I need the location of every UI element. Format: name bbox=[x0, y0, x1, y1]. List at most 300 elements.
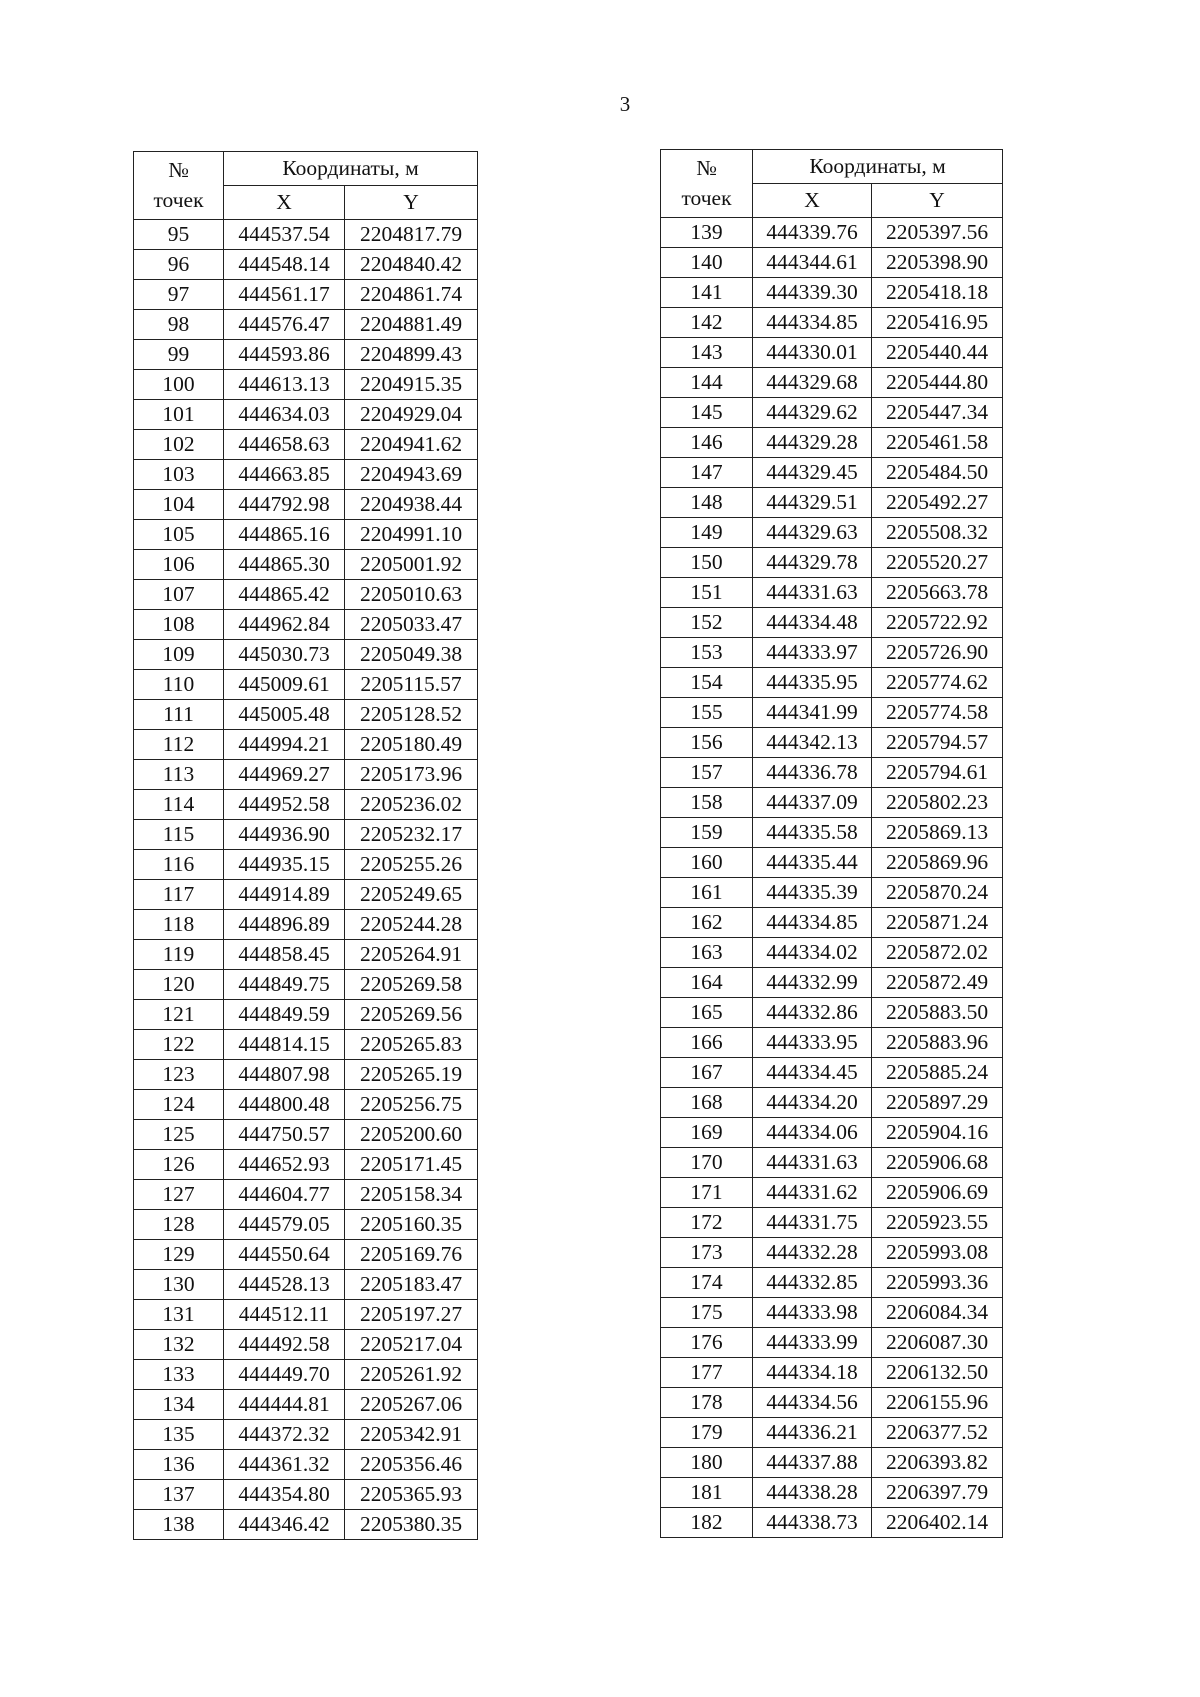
y-coordinate-cell: 2204881.49 bbox=[345, 310, 478, 340]
table-row bbox=[661, 788, 1003, 818]
y-coordinate-cell: 2205171.45 bbox=[345, 1150, 478, 1180]
point-number-cell: 168 bbox=[661, 1088, 753, 1118]
x-coordinate-cell: 444750.57 bbox=[224, 1120, 345, 1150]
table-row bbox=[661, 398, 1003, 428]
point-number-cell: 131 bbox=[134, 1300, 224, 1330]
x-coordinate-cell: 444634.03 bbox=[224, 400, 345, 430]
table-row bbox=[661, 758, 1003, 788]
table-row bbox=[134, 1360, 478, 1390]
x-coordinate-cell: 444334.85 bbox=[753, 308, 872, 338]
x-coordinate-cell: 444332.99 bbox=[753, 968, 872, 998]
y-coordinate-cell: 2204899.43 bbox=[345, 340, 478, 370]
table-row bbox=[661, 1148, 1003, 1178]
x-coordinate-cell: 444346.42 bbox=[224, 1510, 345, 1540]
x-coordinate-cell: 444865.16 bbox=[224, 520, 345, 550]
y-coordinate-cell: 2205398.90 bbox=[872, 248, 1003, 278]
point-number-cell: 106 bbox=[134, 550, 224, 580]
y-coordinate-cell: 2205244.28 bbox=[345, 910, 478, 940]
point-number-header bbox=[134, 152, 224, 220]
x-header: X bbox=[753, 184, 872, 218]
point-number-cell: 128 bbox=[134, 1210, 224, 1240]
y-coordinate-cell: 2204915.35 bbox=[345, 370, 478, 400]
point-number-cell: 133 bbox=[134, 1360, 224, 1390]
y-coordinate-cell: 2205663.78 bbox=[872, 578, 1003, 608]
point-number-header bbox=[661, 150, 753, 218]
coordinates-header: Координаты, м bbox=[224, 152, 478, 186]
table-row bbox=[134, 1210, 478, 1240]
y-coordinate-cell: 2205993.36 bbox=[872, 1268, 1003, 1298]
y-coordinate-cell: 2205173.96 bbox=[345, 760, 478, 790]
y-coordinate-cell: 2205180.49 bbox=[345, 730, 478, 760]
y-coordinate-cell: 2205169.76 bbox=[345, 1240, 478, 1270]
x-coordinate-cell: 444658.63 bbox=[224, 430, 345, 460]
y-coordinate-cell: 2204941.62 bbox=[345, 430, 478, 460]
x-coordinate-cell: 444334.45 bbox=[753, 1058, 872, 1088]
point-number-cell: 140 bbox=[661, 248, 753, 278]
point-number-cell: 167 bbox=[661, 1058, 753, 1088]
y-coordinate-cell: 2206084.34 bbox=[872, 1298, 1003, 1328]
x-coordinate-cell: 444865.42 bbox=[224, 580, 345, 610]
y-coordinate-cell: 2205049.38 bbox=[345, 640, 478, 670]
point-number-cell: 177 bbox=[661, 1358, 753, 1388]
table-row bbox=[661, 1358, 1003, 1388]
table-row bbox=[661, 1448, 1003, 1478]
point-number-cell: 178 bbox=[661, 1388, 753, 1418]
y-coordinate-cell: 2205802.23 bbox=[872, 788, 1003, 818]
point-number-cell: 95 bbox=[134, 220, 224, 250]
table-row bbox=[134, 1180, 478, 1210]
x-coordinate-cell: 444333.97 bbox=[753, 638, 872, 668]
table-row bbox=[661, 458, 1003, 488]
point-number-cell: 154 bbox=[661, 668, 753, 698]
point-number-cell: 139 bbox=[661, 218, 753, 248]
point-number-cell: 111 bbox=[134, 700, 224, 730]
x-coordinate-cell: 444334.18 bbox=[753, 1358, 872, 1388]
x-coordinate-cell: 444994.21 bbox=[224, 730, 345, 760]
x-coordinate-cell: 444331.75 bbox=[753, 1208, 872, 1238]
x-coordinate-cell: 444330.01 bbox=[753, 338, 872, 368]
y-coordinate-cell: 2205261.92 bbox=[345, 1360, 478, 1390]
point-number-cell: 173 bbox=[661, 1238, 753, 1268]
x-coordinate-cell: 444952.58 bbox=[224, 790, 345, 820]
point-number-cell: 101 bbox=[134, 400, 224, 430]
x-coordinate-cell: 445030.73 bbox=[224, 640, 345, 670]
y-coordinate-cell: 2205440.44 bbox=[872, 338, 1003, 368]
y-coordinate-cell: 2205726.90 bbox=[872, 638, 1003, 668]
y-coordinate-cell: 2205484.50 bbox=[872, 458, 1003, 488]
y-coordinate-cell: 2206132.50 bbox=[872, 1358, 1003, 1388]
point-number-cell: 102 bbox=[134, 430, 224, 460]
y-coordinate-cell: 2206397.79 bbox=[872, 1478, 1003, 1508]
y-coordinate-cell: 2205794.61 bbox=[872, 758, 1003, 788]
y-coordinate-cell: 2205232.17 bbox=[345, 820, 478, 850]
point-number-cell: 150 bbox=[661, 548, 753, 578]
table-row bbox=[661, 1238, 1003, 1268]
x-coordinate-cell: 444914.89 bbox=[224, 880, 345, 910]
point-number-cell: 130 bbox=[134, 1270, 224, 1300]
point-number-cell: 96 bbox=[134, 250, 224, 280]
x-coordinate-cell: 444807.98 bbox=[224, 1060, 345, 1090]
x-coordinate-cell: 444335.95 bbox=[753, 668, 872, 698]
y-header: Y bbox=[872, 184, 1003, 218]
point-number-cell: 175 bbox=[661, 1298, 753, 1328]
x-coordinate-cell: 444334.02 bbox=[753, 938, 872, 968]
point-number-cell: 138 bbox=[134, 1510, 224, 1540]
table-body-left bbox=[134, 220, 478, 1540]
table-row bbox=[661, 1478, 1003, 1508]
y-coordinate-cell: 2205183.47 bbox=[345, 1270, 478, 1300]
point-number-cell: 174 bbox=[661, 1268, 753, 1298]
x-coordinate-cell: 445005.48 bbox=[224, 700, 345, 730]
table-row bbox=[134, 580, 478, 610]
table-row bbox=[134, 460, 478, 490]
page-number: 3 bbox=[619, 92, 631, 116]
point-number-cell: 145 bbox=[661, 398, 753, 428]
y-header: Y bbox=[345, 186, 478, 220]
point-number-cell: 162 bbox=[661, 908, 753, 938]
x-coordinate-cell: 444865.30 bbox=[224, 550, 345, 580]
point-number-cell: 118 bbox=[134, 910, 224, 940]
point-number-cell: 117 bbox=[134, 880, 224, 910]
table-row bbox=[661, 698, 1003, 728]
y-coordinate-cell: 2205010.63 bbox=[345, 580, 478, 610]
table-row bbox=[661, 518, 1003, 548]
point-number-cell: 115 bbox=[134, 820, 224, 850]
table-row bbox=[134, 550, 478, 580]
table-row bbox=[134, 1300, 478, 1330]
y-coordinate-cell: 2205906.68 bbox=[872, 1148, 1003, 1178]
table-row bbox=[134, 280, 478, 310]
x-coordinate-cell: 444334.20 bbox=[753, 1088, 872, 1118]
point-number-cell: 114 bbox=[134, 790, 224, 820]
point-number-cell: 147 bbox=[661, 458, 753, 488]
x-coordinate-cell: 444550.64 bbox=[224, 1240, 345, 1270]
y-coordinate-cell: 2205508.32 bbox=[872, 518, 1003, 548]
x-coordinate-cell: 444329.28 bbox=[753, 428, 872, 458]
point-number-cell: 143 bbox=[661, 338, 753, 368]
y-coordinate-cell: 2205115.57 bbox=[345, 670, 478, 700]
y-coordinate-cell: 2205256.75 bbox=[345, 1090, 478, 1120]
point-number-cell: 180 bbox=[661, 1448, 753, 1478]
x-coordinate-cell: 444332.85 bbox=[753, 1268, 872, 1298]
table-row bbox=[661, 1058, 1003, 1088]
y-coordinate-cell: 2205356.46 bbox=[345, 1450, 478, 1480]
y-coordinate-cell: 2205872.02 bbox=[872, 938, 1003, 968]
point-number-cell: 159 bbox=[661, 818, 753, 848]
y-coordinate-cell: 2206087.30 bbox=[872, 1328, 1003, 1358]
y-coordinate-cell: 2205461.58 bbox=[872, 428, 1003, 458]
x-coordinate-cell: 444339.76 bbox=[753, 218, 872, 248]
x-coordinate-cell: 444329.63 bbox=[753, 518, 872, 548]
x-coordinate-cell: 444576.47 bbox=[224, 310, 345, 340]
table-row bbox=[134, 610, 478, 640]
point-number-cell: 165 bbox=[661, 998, 753, 1028]
point-number-cell: 97 bbox=[134, 280, 224, 310]
x-coordinate-cell: 444338.28 bbox=[753, 1478, 872, 1508]
x-coordinate-cell: 444528.13 bbox=[224, 1270, 345, 1300]
table-row bbox=[134, 250, 478, 280]
x-coordinate-cell: 444537.54 bbox=[224, 220, 345, 250]
y-coordinate-cell: 2206155.96 bbox=[872, 1388, 1003, 1418]
table-row bbox=[661, 1298, 1003, 1328]
points-label: точек bbox=[681, 185, 732, 210]
table-row bbox=[661, 308, 1003, 338]
point-number-cell: 149 bbox=[661, 518, 753, 548]
table-row bbox=[661, 668, 1003, 698]
table-row bbox=[661, 1208, 1003, 1238]
y-coordinate-cell: 2205871.24 bbox=[872, 908, 1003, 938]
x-coordinate-cell: 444329.45 bbox=[753, 458, 872, 488]
table-row bbox=[661, 878, 1003, 908]
y-coordinate-cell: 2205197.27 bbox=[345, 1300, 478, 1330]
x-coordinate-cell: 444512.11 bbox=[224, 1300, 345, 1330]
table-row bbox=[661, 428, 1003, 458]
x-coordinate-cell: 444593.86 bbox=[224, 340, 345, 370]
table-row bbox=[661, 578, 1003, 608]
table-row bbox=[661, 278, 1003, 308]
point-number-cell: 137 bbox=[134, 1480, 224, 1510]
point-number-cell: 153 bbox=[661, 638, 753, 668]
table-row bbox=[134, 1120, 478, 1150]
x-coordinate-cell: 444334.06 bbox=[753, 1118, 872, 1148]
table-row bbox=[134, 880, 478, 910]
point-number-cell: 170 bbox=[661, 1148, 753, 1178]
table-row bbox=[134, 700, 478, 730]
point-number-cell: 157 bbox=[661, 758, 753, 788]
y-coordinate-cell: 2205904.16 bbox=[872, 1118, 1003, 1148]
table-row bbox=[661, 968, 1003, 998]
x-coordinate-cell: 444329.78 bbox=[753, 548, 872, 578]
y-coordinate-cell: 2205923.55 bbox=[872, 1208, 1003, 1238]
point-number-cell: 152 bbox=[661, 608, 753, 638]
table-row bbox=[134, 760, 478, 790]
table-row bbox=[661, 1268, 1003, 1298]
point-number-cell: 136 bbox=[134, 1450, 224, 1480]
point-number-cell: 112 bbox=[134, 730, 224, 760]
x-coordinate-cell: 444336.21 bbox=[753, 1418, 872, 1448]
point-number-cell: 107 bbox=[134, 580, 224, 610]
y-coordinate-cell: 2205158.34 bbox=[345, 1180, 478, 1210]
y-coordinate-cell: 2205380.35 bbox=[345, 1510, 478, 1540]
y-coordinate-cell: 2205269.58 bbox=[345, 970, 478, 1000]
x-coordinate-cell: 444334.56 bbox=[753, 1388, 872, 1418]
x-coordinate-cell: 444335.39 bbox=[753, 878, 872, 908]
table-row bbox=[661, 1388, 1003, 1418]
y-coordinate-cell: 2205397.56 bbox=[872, 218, 1003, 248]
x-coordinate-cell: 444561.17 bbox=[224, 280, 345, 310]
table-row bbox=[134, 1240, 478, 1270]
x-coordinate-cell: 444337.09 bbox=[753, 788, 872, 818]
table-row bbox=[661, 1118, 1003, 1148]
x-coordinate-cell: 444492.58 bbox=[224, 1330, 345, 1360]
point-number-cell: 98 bbox=[134, 310, 224, 340]
table-row bbox=[661, 1508, 1003, 1538]
y-coordinate-cell: 2205160.35 bbox=[345, 1210, 478, 1240]
table-row bbox=[134, 1270, 478, 1300]
point-number-cell: 110 bbox=[134, 670, 224, 700]
x-coordinate-cell: 444329.68 bbox=[753, 368, 872, 398]
coordinates-table-left bbox=[133, 151, 478, 1540]
table-row bbox=[661, 608, 1003, 638]
y-coordinate-cell: 2205993.08 bbox=[872, 1238, 1003, 1268]
x-coordinate-cell: 444339.30 bbox=[753, 278, 872, 308]
x-coordinate-cell: 444331.62 bbox=[753, 1178, 872, 1208]
y-coordinate-cell: 2205418.18 bbox=[872, 278, 1003, 308]
number-sign: № bbox=[168, 158, 189, 183]
y-coordinate-cell: 2205794.57 bbox=[872, 728, 1003, 758]
x-coordinate-cell: 444333.95 bbox=[753, 1028, 872, 1058]
point-number-cell: 135 bbox=[134, 1420, 224, 1450]
table-row bbox=[134, 220, 478, 250]
point-number-cell: 122 bbox=[134, 1030, 224, 1060]
table-row bbox=[134, 970, 478, 1000]
table-row bbox=[134, 670, 478, 700]
y-coordinate-cell: 2205265.19 bbox=[345, 1060, 478, 1090]
x-coordinate-cell: 444858.45 bbox=[224, 940, 345, 970]
table-row bbox=[661, 938, 1003, 968]
x-coordinate-cell: 444354.80 bbox=[224, 1480, 345, 1510]
point-number-cell: 164 bbox=[661, 968, 753, 998]
table-row bbox=[134, 340, 478, 370]
y-coordinate-cell: 2205265.83 bbox=[345, 1030, 478, 1060]
x-coordinate-cell: 444814.15 bbox=[224, 1030, 345, 1060]
table-row bbox=[134, 430, 478, 460]
point-number-cell: 171 bbox=[661, 1178, 753, 1208]
x-coordinate-cell: 444652.93 bbox=[224, 1150, 345, 1180]
y-coordinate-cell: 2205033.47 bbox=[345, 610, 478, 640]
table-row bbox=[134, 1030, 478, 1060]
x-coordinate-cell: 444336.78 bbox=[753, 758, 872, 788]
number-sign: № bbox=[696, 156, 717, 181]
x-coordinate-cell: 444849.59 bbox=[224, 1000, 345, 1030]
table-row bbox=[661, 908, 1003, 938]
point-number-cell: 142 bbox=[661, 308, 753, 338]
table-row bbox=[134, 1000, 478, 1030]
point-number-cell: 109 bbox=[134, 640, 224, 670]
y-coordinate-cell: 2205365.93 bbox=[345, 1480, 478, 1510]
x-coordinate-cell: 444329.51 bbox=[753, 488, 872, 518]
point-number-cell: 141 bbox=[661, 278, 753, 308]
x-coordinate-cell: 444333.98 bbox=[753, 1298, 872, 1328]
table-row bbox=[661, 998, 1003, 1028]
point-number-cell: 169 bbox=[661, 1118, 753, 1148]
y-coordinate-cell: 2205128.52 bbox=[345, 700, 478, 730]
point-number-cell: 176 bbox=[661, 1328, 753, 1358]
table-row bbox=[134, 1060, 478, 1090]
table-row bbox=[134, 850, 478, 880]
table-row bbox=[134, 490, 478, 520]
point-number-cell: 119 bbox=[134, 940, 224, 970]
y-coordinate-cell: 2205001.92 bbox=[345, 550, 478, 580]
table-row bbox=[134, 1390, 478, 1420]
point-number-cell: 179 bbox=[661, 1418, 753, 1448]
table-row bbox=[134, 1420, 478, 1450]
y-coordinate-cell: 2205249.65 bbox=[345, 880, 478, 910]
point-number-cell: 124 bbox=[134, 1090, 224, 1120]
table-row bbox=[661, 1178, 1003, 1208]
point-number-cell: 148 bbox=[661, 488, 753, 518]
x-coordinate-cell: 444329.62 bbox=[753, 398, 872, 428]
point-number-cell: 158 bbox=[661, 788, 753, 818]
y-coordinate-cell: 2204929.04 bbox=[345, 400, 478, 430]
point-number-cell: 120 bbox=[134, 970, 224, 1000]
table-row bbox=[134, 1150, 478, 1180]
y-coordinate-cell: 2205342.91 bbox=[345, 1420, 478, 1450]
y-coordinate-cell: 2205883.96 bbox=[872, 1028, 1003, 1058]
table-row bbox=[661, 848, 1003, 878]
y-coordinate-cell: 2204938.44 bbox=[345, 490, 478, 520]
point-number-cell: 113 bbox=[134, 760, 224, 790]
point-number-cell: 108 bbox=[134, 610, 224, 640]
x-coordinate-cell: 445009.61 bbox=[224, 670, 345, 700]
table-row bbox=[134, 1510, 478, 1540]
table-row bbox=[661, 488, 1003, 518]
point-number-cell: 172 bbox=[661, 1208, 753, 1238]
x-coordinate-cell: 444548.14 bbox=[224, 250, 345, 280]
point-number-cell: 103 bbox=[134, 460, 224, 490]
table-row bbox=[134, 730, 478, 760]
x-coordinate-cell: 444331.63 bbox=[753, 578, 872, 608]
table-row bbox=[661, 338, 1003, 368]
table-body-right bbox=[661, 218, 1003, 1538]
x-coordinate-cell: 444361.32 bbox=[224, 1450, 345, 1480]
table-row bbox=[661, 1088, 1003, 1118]
y-coordinate-cell: 2205444.80 bbox=[872, 368, 1003, 398]
x-coordinate-cell: 444962.84 bbox=[224, 610, 345, 640]
point-number-cell: 126 bbox=[134, 1150, 224, 1180]
x-coordinate-cell: 444332.86 bbox=[753, 998, 872, 1028]
table-row bbox=[134, 910, 478, 940]
x-header: X bbox=[224, 186, 345, 220]
x-coordinate-cell: 444604.77 bbox=[224, 1180, 345, 1210]
table-row bbox=[134, 310, 478, 340]
x-coordinate-cell: 444335.44 bbox=[753, 848, 872, 878]
y-coordinate-cell: 2205416.95 bbox=[872, 308, 1003, 338]
y-coordinate-cell: 2205255.26 bbox=[345, 850, 478, 880]
table-row bbox=[134, 1480, 478, 1510]
table-row bbox=[661, 1418, 1003, 1448]
point-number-cell: 161 bbox=[661, 878, 753, 908]
table-row bbox=[661, 218, 1003, 248]
y-coordinate-cell: 2206377.52 bbox=[872, 1418, 1003, 1448]
point-number-cell: 123 bbox=[134, 1060, 224, 1090]
point-number-cell: 181 bbox=[661, 1478, 753, 1508]
y-coordinate-cell: 2205774.62 bbox=[872, 668, 1003, 698]
y-coordinate-cell: 2206402.14 bbox=[872, 1508, 1003, 1538]
point-number-cell: 129 bbox=[134, 1240, 224, 1270]
x-coordinate-cell: 444896.89 bbox=[224, 910, 345, 940]
coordinates-table-right bbox=[660, 149, 1003, 1538]
point-number-cell: 151 bbox=[661, 578, 753, 608]
x-coordinate-cell: 444936.90 bbox=[224, 820, 345, 850]
y-coordinate-cell: 2205872.49 bbox=[872, 968, 1003, 998]
table-row bbox=[134, 400, 478, 430]
x-coordinate-cell: 444338.73 bbox=[753, 1508, 872, 1538]
point-number-cell: 132 bbox=[134, 1330, 224, 1360]
x-coordinate-cell: 444334.48 bbox=[753, 608, 872, 638]
x-coordinate-cell: 444335.58 bbox=[753, 818, 872, 848]
point-number-cell: 160 bbox=[661, 848, 753, 878]
table-row bbox=[134, 820, 478, 850]
point-number-cell: 125 bbox=[134, 1120, 224, 1150]
point-number-cell: 156 bbox=[661, 728, 753, 758]
point-number-cell: 116 bbox=[134, 850, 224, 880]
y-coordinate-cell: 2205264.91 bbox=[345, 940, 478, 970]
y-coordinate-cell: 2205869.13 bbox=[872, 818, 1003, 848]
table-row bbox=[134, 1090, 478, 1120]
table-row bbox=[661, 1328, 1003, 1358]
y-coordinate-cell: 2205774.58 bbox=[872, 698, 1003, 728]
